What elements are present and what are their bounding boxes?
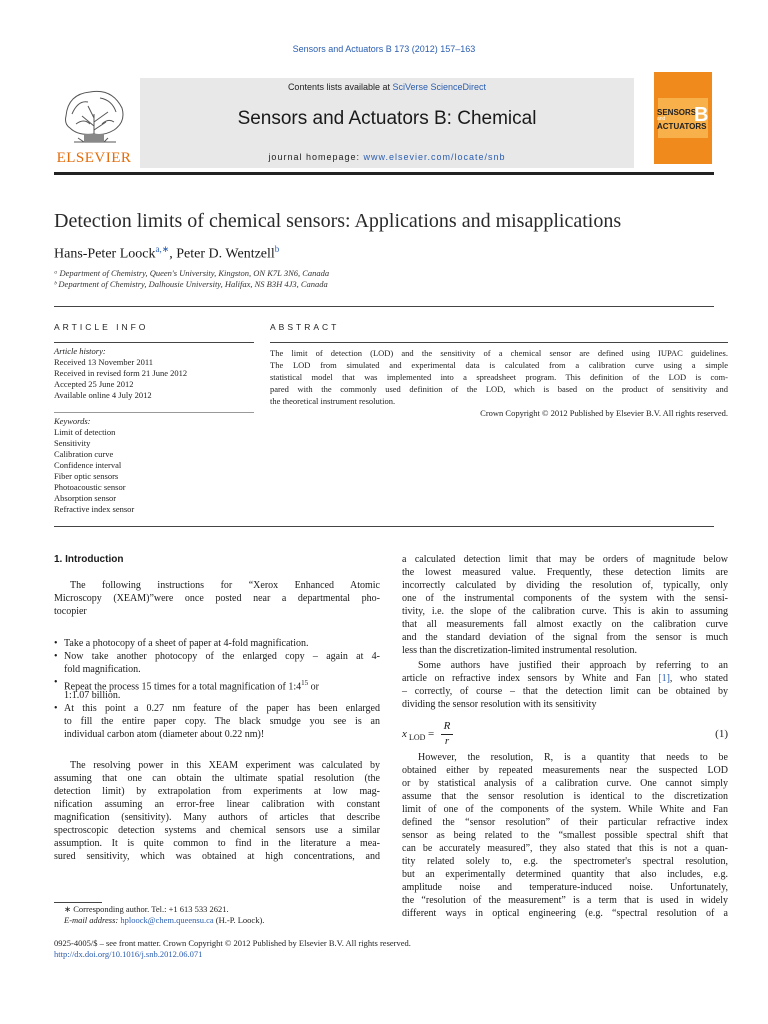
email-note	[64, 915, 264, 925]
right-p3-line: defined the “sensor resolution” of their particular refractive index	[402, 817, 728, 828]
cover-actuators: ACTUATORS	[657, 122, 707, 131]
header-rule	[54, 172, 714, 175]
journal-homepage	[140, 152, 634, 162]
intro-p2-line: sured sensitivity, which was obtained at high concentrations, and	[54, 851, 380, 862]
abstract-line: statistical model that was implemented into a spreadsheet program. This definition of the LOD is com-	[270, 372, 728, 382]
bullet-dot: •	[54, 677, 58, 688]
article-title: Detection limits of chemical sensors: Applications and misapplications	[54, 210, 622, 232]
abstract-heading: ABSTRACT	[270, 322, 340, 332]
right-p3-line: tity related solely to, e.g. the spectrometer's spectral resolution,	[402, 856, 728, 867]
bullet-item	[54, 651, 380, 677]
journal-citation[interactable]: Sensors and Actuators B 173 (2012) 157–163	[292, 44, 476, 54]
email-link[interactable]: hploock@chem.queensu.ca	[120, 915, 214, 925]
cover-letter: B	[694, 104, 709, 126]
keyword: Sensitivity	[54, 438, 91, 448]
reference-link-1[interactable]: [1]	[658, 673, 670, 684]
right-p1-line: and the standard deviation of the signal from the sensor is much	[402, 632, 728, 643]
eq-denominator: r	[444, 735, 450, 747]
affil-rule	[54, 306, 714, 307]
bullet-text: Take a photocopy of a sheet of paper at 4-fold magnification.	[64, 638, 309, 649]
right-p3-line: amplitude noise and temperature-induced noise. Unfortunately,	[402, 882, 728, 893]
author-loock-affil[interactable]: a,∗	[155, 244, 170, 254]
intro-p1-line: The following instructions for “Xerox Enhanced Atomic	[70, 580, 380, 591]
intro-p1-line: Microscopy (XEAM)”were once posted near a departmental pho-	[54, 593, 380, 604]
history-label: Article history:	[54, 346, 106, 356]
authors	[54, 244, 279, 263]
email-after: (H.-P. Loock).	[213, 915, 265, 925]
bullet-text: 1:1.07 billion.	[64, 690, 121, 701]
right-p1-line: incorrectly calculated by dividing the resolution of, typically, only	[402, 580, 728, 591]
right-p2-pre: article on refractive index sensors by White and Fan	[402, 673, 659, 684]
keyword: Calibration curve	[54, 449, 114, 459]
right-p1-line: a calculated detection limit that may be orders of magnitude below	[402, 554, 728, 565]
bullet-text-post: or	[308, 681, 319, 693]
intro-p2-line: detection limit) by extrapolation from experiments at low mag-	[54, 786, 380, 797]
eq-lhs: x	[402, 728, 407, 740]
homepage-prefix: journal homepage:	[268, 152, 364, 162]
abstract-line: The LOD from simulated and experimental data is calculated from a calibration curve using a simple	[270, 360, 728, 370]
doi-url[interactable]: http://dx.doi.org/10.1016/j.snb.2012.06.071	[54, 949, 203, 959]
eq-numerator: R	[443, 720, 451, 732]
affiliation-b: ᵇ Department of Chemistry, Dalhousie University, Halifax, NS B3H 4J3, Canada	[54, 279, 328, 289]
publisher-logo-text: ELSEVIER	[56, 150, 132, 166]
bullet-item	[54, 677, 380, 703]
journal-title: Sensors and Actuators B: Chemical	[237, 108, 537, 129]
bullet-text: individual carbon atom (diameter about 0.22 nm)!	[64, 729, 265, 740]
elsevier-logo	[54, 78, 134, 168]
cover-sensors: SENSORS	[657, 108, 697, 117]
history-revised: Received in revised form 21 June 2012	[54, 368, 188, 378]
keyword: Refractive index sensor	[54, 504, 135, 514]
keywords-rule	[54, 412, 254, 413]
bullet-exponent: 15	[301, 679, 309, 687]
abstract-rule	[270, 342, 728, 343]
bullet-dot: •	[54, 703, 58, 714]
right-p3-line: but an experimentally determined quantity that also includes, e.g.	[402, 869, 728, 880]
journal-cover	[654, 72, 712, 164]
intro-p2-line: assumption. It is quite common to find in the literature a mea-	[54, 838, 380, 849]
cover-and: and	[657, 116, 666, 122]
affiliation-a: ᵃ Department of Chemistry, Queen's University, Kingston, ON K7L 3N6, Canada	[54, 268, 330, 278]
body-rule	[54, 526, 714, 527]
eq-number: (1)	[715, 728, 728, 740]
right-p2-line: dividing the sensor resolution with its sensitivity	[402, 699, 597, 710]
abstract-copyright: Crown Copyright © 2012 Published by Elsevier B.V. All rights reserved.	[480, 408, 728, 418]
bullet-dot: •	[54, 651, 58, 662]
bullet-text: fold magnification.	[64, 664, 141, 675]
abstract-line: pared with the commonly used definition of the LOD, which is based on the product of sensitivity and	[270, 384, 728, 394]
right-p1-line: less than the discretization-limited instrumental resolution.	[402, 645, 637, 656]
eq-sub: LOD	[409, 733, 426, 742]
abstract-line: the theoretical instrument resolution.	[270, 396, 396, 406]
right-p3-line: However, the resolution, R, is a quantity that needs to be	[418, 752, 728, 763]
keyword: Absorption sensor	[54, 493, 117, 503]
abstract-line: The limit of detection (LOD) and the sensitivity of a chemical sensor are defined using IUPAC guidelines.	[270, 348, 728, 358]
contents-line	[140, 82, 634, 92]
author-loock: Hans-Peter Loock	[54, 246, 156, 262]
keyword: Limit of detection	[54, 427, 116, 437]
right-p1-line: tivity, i.e. the slope of the calibration curve. This is akin to assuming	[402, 606, 728, 617]
intro-p2-line: assuming that one can obtain the ultimate spatial resolution (the	[54, 773, 380, 784]
right-p1-line: one of the instrumental components of the system with the sensi-	[402, 593, 728, 604]
bullet-text: to fill the entire paper copy. The black smudge you see is an	[64, 716, 380, 727]
right-p3-line: limit of one of the components of the system. While White and Fan	[402, 804, 728, 815]
contents-prefix: Contents lists available at	[287, 82, 393, 92]
keyword: Fiber optic sensors	[54, 471, 119, 481]
footnote-rule	[54, 902, 102, 903]
intro-p2-line: magnification (sensitivity). Many authors of articles that describe	[54, 812, 380, 823]
bullet-dot: •	[54, 638, 58, 649]
right-p3-line: obtained either by repeated measurements near the suspected LOD	[402, 765, 728, 776]
right-p3-line: or by statistical analysis of a calibration curve. One cannot simply	[402, 778, 728, 789]
bullet-text: Now take another photocopy of the enlarged copy – again at 4-	[64, 651, 380, 662]
right-p3-line: can be accurately measured”, they also stated that this is not a quan-	[402, 843, 728, 854]
right-p3-line: assume that the sensor resolution is identical to the discretization	[402, 791, 728, 802]
author-wentzell-affil[interactable]: b	[274, 244, 280, 254]
keywords-label: Keywords:	[54, 416, 91, 426]
intro-p2-line: nification assuming an error-free linear calibration with constant	[54, 799, 380, 810]
right-p3-line: the “resolution of the measurement” is a term that is used in widely	[402, 895, 728, 906]
email-label: E-mail address:	[64, 915, 121, 925]
author-wentzell: Peter D. Wentzell	[176, 246, 275, 262]
history-online: Available online 4 July 2012	[54, 390, 152, 400]
doi-link	[54, 949, 202, 959]
section-heading-introduction: 1. Introduction	[54, 554, 124, 565]
right-p2-line	[402, 673, 728, 686]
right-p2-post: , who stated	[669, 673, 728, 684]
intro-p2-line: spectroscopic detection systems and chemical sensors use a similar	[54, 825, 380, 836]
sciencedirect-link[interactable]: SciVerse ScienceDirect	[392, 82, 487, 92]
keyword: Photoacoustic sensor	[54, 482, 126, 492]
right-p2-line: – correctly, of course – that the detection limit can be obtained by	[402, 686, 728, 697]
eq-equals: =	[428, 728, 435, 740]
issn-line: 0925-4005/$ – see front matter. Crown Copyright © 2012 Published by Elsevier B.V. All rights reserved.	[54, 938, 411, 948]
bullet-text-pre: Repeat the process 15 times for a total magnification of 1:4	[64, 681, 302, 693]
info-rule	[54, 342, 254, 343]
right-p2-line: Some authors have justified their approach by referring to an	[418, 660, 728, 671]
bullet-item	[54, 638, 380, 651]
corresponding-author-note: ∗ Corresponding author. Tel.: +1 613 533 2621.	[64, 904, 229, 914]
history-accepted: Accepted 25 June 2012	[54, 379, 134, 389]
intro-p1-line: tocopier	[54, 606, 87, 617]
homepage-link[interactable]: www.elsevier.com/locate/snb	[363, 152, 506, 162]
right-p1-line: that all measurements fall almost exactly on the calibration curve	[402, 619, 728, 630]
history-received: Received 13 November 2011	[54, 357, 154, 367]
article-info-heading: ARTICLE INFO	[54, 322, 149, 332]
bullet-text: At this point a 0.27 nm feature of the paper has been enlarged	[64, 703, 380, 714]
intro-p2-line: The resolving power in this XEAM experiment was calculated by	[70, 760, 380, 771]
bullet-item	[54, 703, 380, 742]
right-p3-line: different ways in optical engineering (e.g. “spectral resolution of a	[402, 908, 728, 919]
right-p3-line: sensor as being related to the “smallest possible spectral shift that	[402, 830, 728, 841]
keyword: Confidence interval	[54, 460, 122, 470]
right-p1-line: the lowest measured value. Frequently, these detection limits are	[402, 567, 728, 578]
author-separator: ,	[169, 246, 177, 262]
